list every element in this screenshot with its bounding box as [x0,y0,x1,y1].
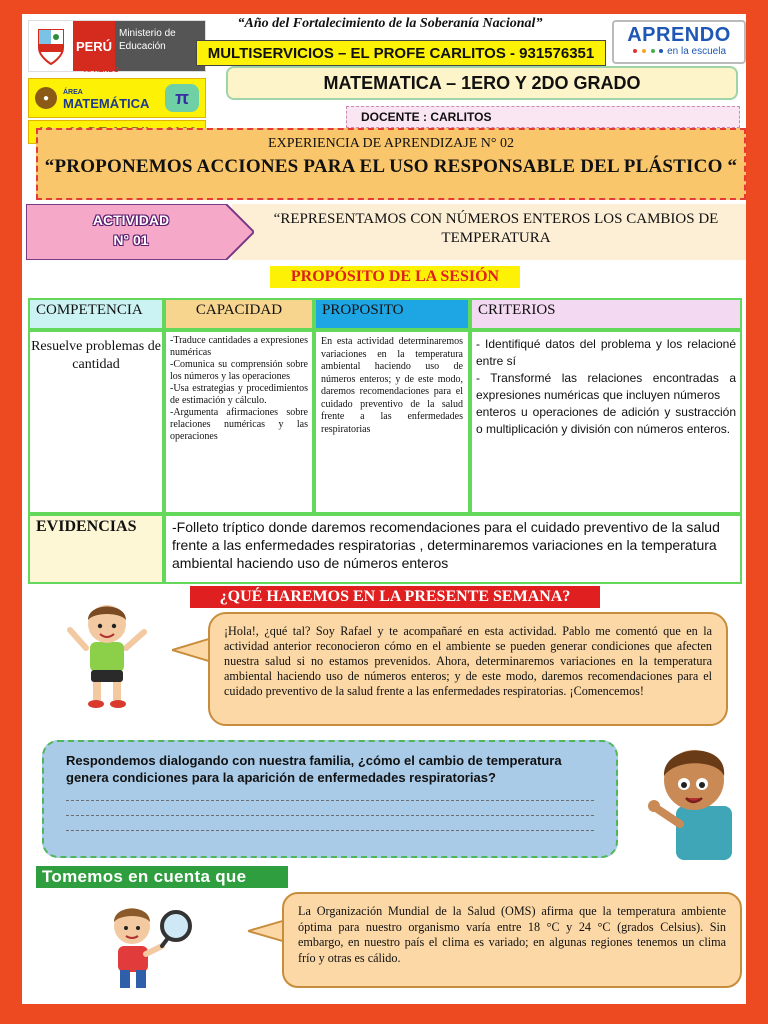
logo-ministerio-text: Ministerio de Educación [115,21,205,71]
competencia-cell: Resuelve problemas de cantidad [28,330,164,514]
evidencias-cell: -Folleto tríptico donde daremos recomendaciones para el cuidado preventivo de la salud frente a las enfermedades respiratorias , determinaremos variaciones en la temperatura ambiental haciendo uso de números enteros [164,514,742,584]
multiservicios-banner: MULTISERVICIOS – EL PROFE CARLITOS - 931576351 [196,40,606,66]
experiencia-title: “PROPONEMOS ACCIONES PARA EL USO RESPONSABLE DEL PLÁSTICO “ [44,156,738,177]
capacidad-cell [164,330,314,514]
boy-waving-illustration [64,596,150,714]
dot-icon [651,49,655,53]
semana-title: ¿QUÉ HAREMOS EN LA PRESENTE SEMANA? [190,586,600,608]
answer-line[interactable] [66,830,594,831]
actividad-label-line1: ACTIVIDAD [92,212,170,228]
question-box [42,740,618,858]
experiencia-subtitle: EXPERIENCIA DE APRENDIZAJE N° 02 [268,136,514,151]
competencias-table [28,298,742,584]
capacidad-item: -Usa estrategias y procedimientos de estimación y cálculo. [170,383,308,406]
actividad-title: “REPRESENTAMOS CON NÚMEROS ENTEROS LOS CAMBIOS DE TEMPERATURA [273,211,719,246]
speech-bubble-tail-icon [172,636,212,664]
area-badge [28,78,206,118]
dot-icon [642,49,646,53]
answer-line[interactable] [66,815,594,816]
header-criterios: CRITERIOS [470,298,742,330]
boy-pointing-illustration [636,736,732,860]
actividad-label [56,210,206,250]
answer-line[interactable] [66,800,594,801]
question-text: Respondemos dialogando con nuestra familia, ¿cómo el cambio de temperatura genera condiciones para la aparición de enfermedades respiratorias? [66,753,562,785]
rafael-speech-bubble: ¡Hola!, ¿qué tal? Soy Rafael y te acompañaré en esta actividad. Pablo me comentó que en la actividad anterior reconocieron cómo en el ambiente se pueden generar condiciones que afecten nuestra salud si no estamos prevenidos. Ahora, determinaremos variaciones en la temperatura ambiental haciendo uso de números enteros; y de este modo, daremos recomendaciones para el cuidado preventivo de la salud frente a las enfermedades respiratorias. ¡Comencemos! [208,612,728,726]
logo-peru-text: PERÚ [73,21,115,71]
owl-icon: ● [35,87,57,109]
docente-label: DOCENTE : CARLITOS [346,106,740,128]
proposito-cell: En esta actividad determinaremos variaciones en la temperatura ambiental haciendo uso de números enteros; y de este modo, daremos recomendaciones para el cuidado preventivo de la salud frente a las enfermedades respiratorias [314,330,470,514]
logo-aprendo-small: APRENDO [84,67,120,74]
minedu-logo [28,20,206,72]
peru-shield-icon [29,21,73,71]
aprendo-sub-text: en la escuela [667,46,727,57]
dot-icon [633,49,637,53]
capacidad-item: -Argumenta afirmaciones sobre relaciones numéricas y las operaciones [170,407,308,442]
tomemos-title: Tomemos en cuenta que [36,866,288,888]
year-quote: “Año del Fortalecimiento de la Soberanía Nacional” [237,16,543,31]
criterio-item: - Identifiqué datos del problema y los relacioné entre sí [476,337,736,368]
header-capacidad: CAPACIDAD [164,298,314,330]
aprendo-en-la-escuela-logo [612,20,746,64]
area-name: MATEMÁTICA [63,96,150,111]
criterios-cell [470,330,742,514]
area-small-label: ÁREA [63,89,83,96]
capacidad-item: -Traduce cantidades a expresiones numéricas [170,335,308,358]
evidencias-label: EVIDENCIAS [28,514,164,584]
boy-magnifying-glass-illustration [96,898,196,994]
criterio-item: - Transformé las relaciones encontradas a expresiones numéricas que incluyen números [476,371,736,402]
speech-bubble-tail-icon [248,918,286,944]
course-title: MATEMATICA – 1ERO Y 2DO GRADO [226,66,738,100]
aprendo-brand-text: APRENDO [627,24,731,46]
oms-info-bubble: La Organización Mundial de la Salud (OMS) afirma que la temperatura ambiente óptima para nuestro organismo varía entre 18 °C y 24 °C (grados Celsius). Sin embargo, en nuestro país el clima es variado; en algunas regiones tenemos un clima frío y otras es cálido. [282,892,742,988]
header-proposito: PROPOSITO [314,298,470,330]
capacidad-item: -Comunica su comprensión sobre los números y las operaciones [170,359,308,382]
dot-icon [659,49,663,53]
pi-symbol-icon: π [165,84,199,112]
header-competencia: COMPETENCIA [28,298,164,330]
actividad-label-line2: N° 01 [113,232,149,248]
criterio-item: enteros u operaciones de adición y sustracción o multiplicación y división con números enteros. [476,405,736,436]
experiencia-banner [36,128,746,200]
proposito-title: PROPÓSITO DE LA SESIÓN [270,266,520,288]
